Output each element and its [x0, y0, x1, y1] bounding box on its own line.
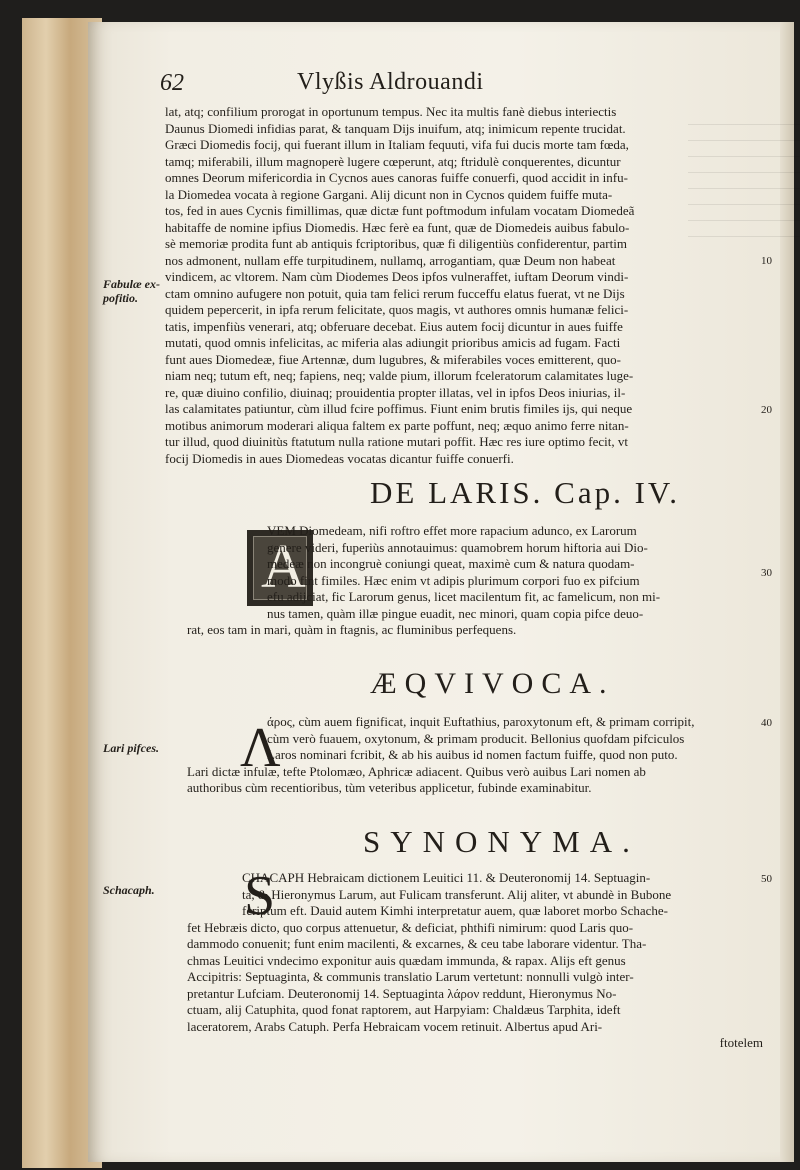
text-line: quidem pepercerit, in ipfa rerum felicitate, quos magis, vt authores omnis humanæ felici- [165, 302, 629, 317]
paragraph-aequivoca [187, 714, 763, 797]
paragraph-synonyma [187, 865, 763, 1052]
paragraph-laris [187, 523, 763, 639]
text-line: re, quæ diuino confilio, diuinaq; prouidentia propter illatas, vel in ipfos Deos iniurias, il- [165, 384, 626, 400]
text-line: fet Hebræis dicto, quo corpus attenuetur, & deficiat, phthifi nimirum: quod Laris quo- [187, 919, 634, 935]
initial-lambda: Λ [240, 717, 281, 779]
running-head-title: Vlyßis Aldrouandi [297, 69, 484, 95]
text-line: ctam omnino aufugere non potuit, quia tam felici rerum fucceffu elatus fuerat, vt ne Dijs [165, 285, 625, 301]
text-line: funt aues Diomedeæ, fiue Artennæ, dum lugubres, & miferabiles voces emitterent, quo- [165, 351, 621, 367]
text-line: Lari dictæ infulæ, tefte Ptolomæo, Aphricæ adiacent. Quibus verò auibus Lari nomen ab [187, 763, 646, 779]
margin-note-fabulae: Fabulæ ex-pofitio. [103, 277, 160, 305]
text-line: motibus animorum moderari aliqua faltem ex parte poffunt, neq; æquo animo ferre nitan- [165, 417, 629, 433]
text-line: chmas Leuitici vndecimo exponitur auis quædam immunda, & rapax. Alijs eft genus [187, 952, 626, 968]
text-line: tamq; miferabili, illum magnoperè lugere cœperunt, atq; ftridulè conquerentes, dicuntur [165, 153, 621, 169]
margin-note-lari-pisces: Lari pifces. [103, 741, 159, 755]
initial-s: S [244, 865, 276, 927]
text-line: las calamitates patiuntur, cùm illud fcire poffimus. Fiunt enim brutis fimiles ijs, qui neque [165, 401, 633, 416]
text-line: vindicem, ac vltorem. Nam cùm Diodemes Deos ipfos vulneraffet, iuftam Deorum vindi- [165, 269, 629, 284]
chapter-heading-de-laris: DE LARIS. Cap. IV. [370, 475, 681, 510]
text-line: authoribus cùm recentioribus, tùm veteribus applicetur, fubinde examinabitur. [187, 780, 592, 795]
section-heading-synonyma: SYNONYMA. [363, 824, 640, 859]
text-line: Daunus Diomedi infidias parat, & tanquam Dijs inuifum, atq; inimicum repente trucidat. [165, 120, 626, 136]
text-line: efu adijciat, fic Larorum genus, licet macilentum fit, ac famelicum, non mi- [267, 589, 661, 604]
section-heading-aequivoca: ÆQVIVOCA. [370, 667, 615, 700]
paragraph-diomedes [165, 104, 763, 467]
line-number-20: 20 [761, 404, 772, 416]
text-line: CHACAPH Hebraicam dictionem Leuitici 11. & Deuteronomij 14. Septuagin- [242, 870, 651, 885]
initial-letter: A [261, 533, 306, 601]
text-line: focij Diomedis in aues Diomedeas vocatas dicantur fuiffe conuerfi. [165, 450, 514, 466]
text-line: dammodo conuenit; funt enim macilenti, & excarnes, & ceu tabe laborare videntur. Tha- [187, 936, 647, 951]
text-line: nus tamen, quàm illæ pingue euadit, nec minori, quam copia pifce deuo- [267, 605, 644, 621]
text-line: lat, atq; confilium prorogat in oportunum tempus. Nec ita multis fanè diebus interiectis [165, 104, 617, 119]
text-line: VEM Diomedeam, nifi roftro effet more rapacium adunco, ex Larorum [267, 523, 637, 538]
margin-note-schacaph: Schacaph. [103, 883, 155, 897]
text-line: genere videri, fuperiùs annotauimus: quamobrem horum hiftoria aui Dio- [267, 539, 648, 555]
text-line: tos, fed in aues Cycnis fimillimas, quæ dictæ funt poftmodum infulam vocatam Diomedeã [165, 203, 635, 218]
line-number-40: 40 [761, 717, 772, 729]
text-line: laceratorem, Arabs Catuph. Perfa Hebraicam vocem retinuit. Albertus apud Ari- [187, 1018, 603, 1034]
text-line: la Diomedea vocata à regione Gargani. Alij dicunt non in Cycnos quidem fuiffe muta- [165, 186, 613, 202]
text-line: tatis, impenfiùs venerari, atq; obferuare decebat. Eius autem focij dicuntur in aues fuiffe [165, 318, 623, 334]
text-line: ctuam, alij Catuphita, quod fonat raptorem, aut Harpyiam: Chaldæus Tarphita, ideft [187, 1002, 621, 1017]
text-line: pretantur Lufciam. Deuteronomij 14. Septuaginta λάρον reddunt, Hieronymus No- [187, 985, 617, 1001]
text-line: ta, & Hieronymus Larum, aut Fulicam transferunt. Alij aliter, vt abundè in Bubone [242, 886, 672, 902]
text-line: Accipitris: Septuaginta, & communis translatio Larum vertetunt: nonnulli vulgò inter- [187, 969, 634, 984]
line-number-50: 50 [761, 873, 772, 885]
text-line: Græci Diomedis focij, qui fuerant illum in Italiam fequuti, vifa fui ducis morte tam fœda, [165, 137, 629, 152]
text-line: niam neq; tutum eft, neq; fapiens, neq; valde pium, illorum fceleratorum calamitates luge- [165, 368, 634, 383]
text-line: Laros nominari fcribit, & ab his auibus id nomen factum fuiffe, quod non puto. [267, 747, 678, 762]
text-line: cùm verò fuauem, oxytonum, & primam producit. Bellonius quofdam pifciculos [267, 730, 685, 746]
line-number-10: 10 [761, 255, 772, 267]
text-line: mutati, quod omnis infelicitas, ac miferia alas adiungit prioribus amicis ad fugam. Facti [165, 335, 621, 350]
text-line: omnes Deorum mifericordia in Cycnos aues canoras fuiffe conuerfi, quod accidit in infu- [165, 170, 628, 185]
text-line: άρος, cùm auem fignificat, inquit Euftathius, paroxytonum eft, & primam corripit, [267, 714, 695, 729]
line-number-30: 30 [761, 567, 772, 579]
text-line: rat, eos tam in mari, quàm in ftagnis, ac fluminibus perfequens. [187, 622, 517, 637]
text-line: tur illud, quod diuinitùs ftatutum nulla ratione mutari poffit. Hæc res iure optimo fecit, vt [165, 434, 628, 449]
text-line: modo fint fimiles. Hæc enim vt adipis plurimum corpori fuo ex pifcium [267, 572, 640, 588]
text-line: medeæ non incongruè coniungi queat, maximè cum & natura quodam- [267, 556, 635, 571]
catchword: ftotelem [719, 1035, 763, 1050]
text-line: habitaffe de nomine ipfius Diomedis. Hæc ferè ea funt, quæ de Diomedeis auibus fabulo- [165, 219, 630, 235]
page-number: 62 [160, 70, 184, 96]
text-line: nos admonent, nullam effe turpitudinem, nullamq, arrogantiam, quæ Deum non habeat [165, 252, 616, 268]
text-line: fcriptum eft. Dauid autem Kimhi interpretatur auem, quæ laboret morbo Schache- [242, 903, 668, 918]
text-line: sè memoriæ prodita funt ab antiquis fcriptoribus, quæ fi diligentiùs confiderentur, partim [165, 236, 627, 251]
